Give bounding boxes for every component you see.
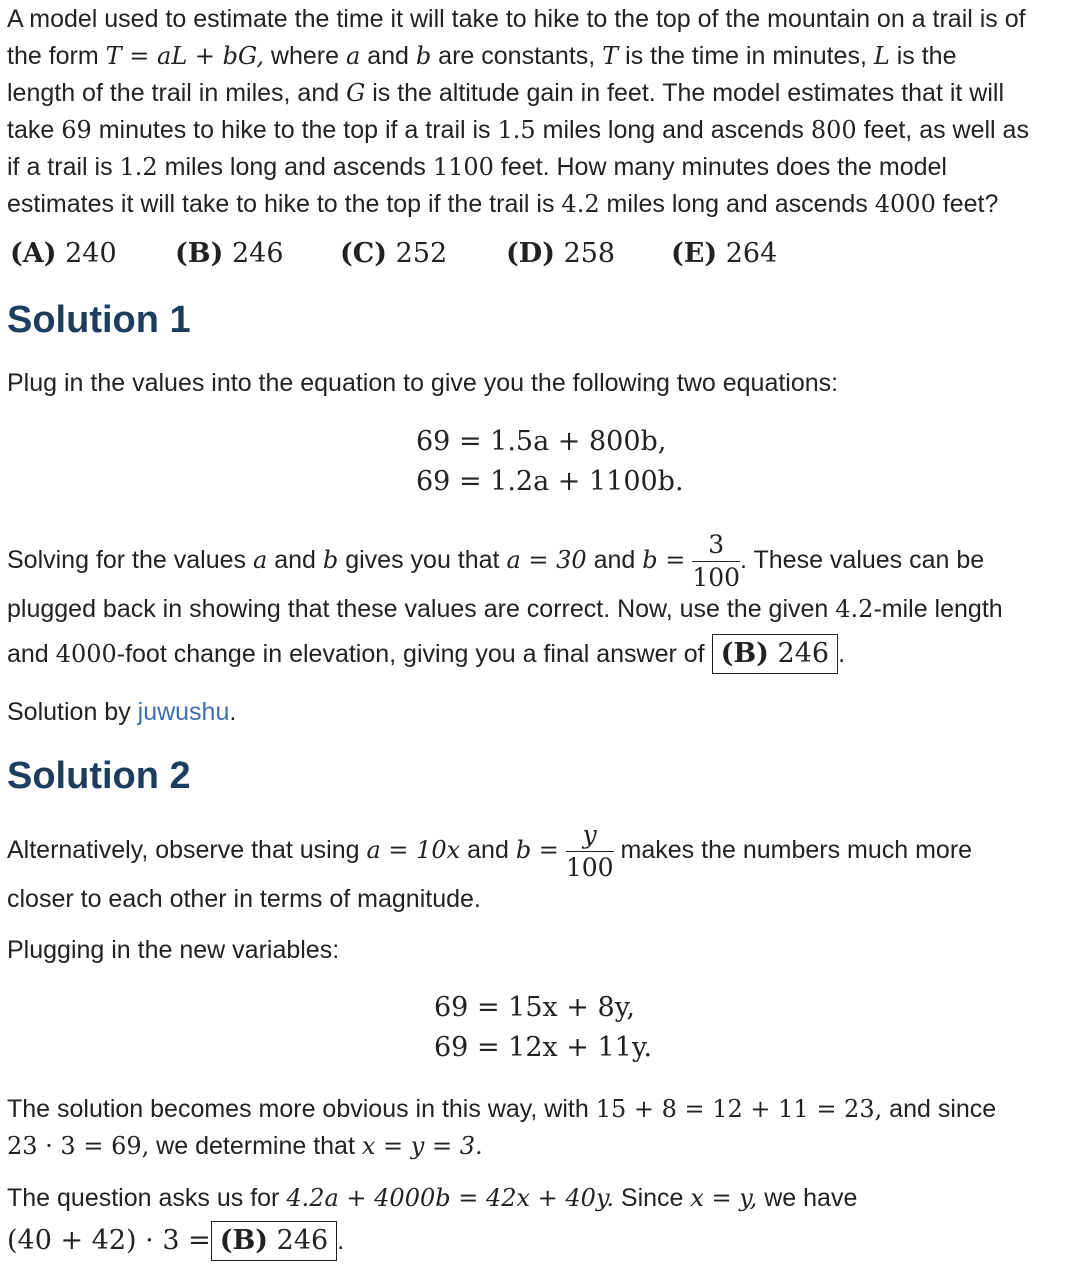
math-formula: a = 30 — [506, 546, 587, 574]
math-var: G — [346, 79, 366, 107]
solution-2-line-6 — [7, 1183, 857, 1213]
problem-text: is the altitude gain in feet. The model estimates that it will — [365, 79, 1005, 107]
problem-text: take — [7, 116, 62, 144]
credit-text: Solution by — [7, 698, 138, 726]
solution-2-heading: Solution 2 — [7, 755, 191, 797]
math-formula: x = y, — [690, 1184, 758, 1212]
solution-1-equation-1: 69 = 1.5a + 800b, — [416, 426, 667, 457]
solution-text: gives you that — [338, 546, 507, 574]
solution-text: -foot change in elevation, giving you a final answer of — [116, 640, 712, 668]
math-formula: a = 10x — [366, 836, 461, 864]
math-formula: (40 + 42) · 3 = — [7, 1225, 211, 1256]
solution-text: we determine that — [149, 1132, 362, 1160]
math-number: 4000 — [874, 190, 936, 218]
solution-text: and — [586, 546, 643, 574]
solution-2-equation-2: 69 = 12x + 11y. — [434, 1032, 653, 1063]
problem-text: length of the trail in miles, and — [7, 79, 347, 107]
problem-text: if a trail is — [7, 153, 120, 181]
problem-line-2 — [7, 41, 956, 71]
choice-c: (C) 252 — [340, 238, 448, 269]
solution-text: and since — [882, 1095, 997, 1123]
math-number: 1.2 — [119, 153, 158, 181]
problem-text: miles long and ascends — [157, 153, 433, 181]
solution-text: -mile length — [873, 595, 1003, 623]
fraction-y-over-100: $\frac{y}{100}$ — [565, 819, 614, 882]
math-number: 4.2 — [561, 190, 600, 218]
solution-1-line-1 — [7, 522, 984, 598]
math-formula: 15 + 8 = 12 + 11 = 23, — [595, 1095, 883, 1123]
problem-line-4 — [7, 115, 1029, 145]
choice-b: (B) 246 — [175, 238, 284, 269]
math-number: 1100 — [432, 153, 494, 181]
solution-2-line-3: Plugging in the new variables: — [7, 936, 340, 964]
problem-text: is the — [889, 42, 957, 70]
problem-text: the form — [7, 42, 106, 70]
author-link[interactable]: juwushu — [137, 698, 230, 726]
solution-text: . — [838, 640, 846, 668]
problem-text: is the time in minutes, — [618, 42, 874, 70]
problem-text: A model used to estimate the time it will take to hike to the top of the mountain on a trail is of — [7, 5, 1026, 33]
solution-1-heading: Solution 1 — [7, 299, 191, 341]
problem-text: feet. How many minutes does the model — [493, 153, 947, 181]
problem-text: where — [263, 42, 346, 70]
problem-line-3 — [7, 78, 1004, 108]
math-formula: b = — [515, 836, 559, 864]
math-number: 800 — [810, 116, 857, 144]
solution-2-line-5 — [7, 1131, 483, 1161]
solution-text: . — [337, 1227, 345, 1255]
solution-text: . These values can be — [740, 546, 985, 574]
solution-1-line-3 — [7, 632, 845, 676]
solution-text: The question asks us for — [7, 1184, 287, 1212]
solution-text: and — [460, 836, 516, 864]
solution-text: Solving for the values — [7, 546, 253, 574]
math-var: L — [873, 42, 890, 70]
solution-2-line-7 — [7, 1219, 344, 1263]
choice-d: (D) 258 — [506, 238, 616, 269]
solution-1-final-answer: (B) 246 — [712, 634, 839, 674]
problem-text: are constants, — [431, 42, 603, 70]
solution-text: makes the numbers much more — [613, 836, 973, 864]
solution-1-line-2 — [7, 594, 1003, 624]
math-var: a — [252, 546, 268, 574]
math-var: b — [415, 42, 432, 70]
solution-1-credit — [7, 697, 236, 727]
solution-text: Since — [613, 1184, 691, 1212]
problem-text: estimates it will take to hike to the top if the trail is — [7, 190, 562, 218]
math-number: 4000 — [55, 640, 117, 668]
problem-text: feet? — [935, 190, 999, 218]
solution-2-line-2: closer to each other in terms of magnitude. — [7, 885, 481, 913]
solution-text: The solution becomes more obvious in this way, with — [7, 1095, 596, 1123]
problem-text: miles long and ascends — [535, 116, 811, 144]
math-var: b — [322, 546, 339, 574]
solution-2-line-1 — [7, 812, 972, 888]
math-formula: 4.2a + 4000b = 42x + 40y. — [286, 1184, 614, 1212]
math-formula: x = y = 3. — [361, 1132, 483, 1160]
math-number: 1.5 — [497, 116, 536, 144]
problem-text: minutes to hike to the top if a trail is — [91, 116, 498, 144]
solution-text: we have — [757, 1184, 858, 1212]
math-formula: b = — [642, 546, 686, 574]
math-formula: 23 · 3 = 69, — [7, 1132, 150, 1160]
solution-text: and — [7, 640, 56, 668]
problem-line-5 — [7, 152, 947, 182]
solution-2-equation-1: 69 = 15x + 8y, — [434, 992, 635, 1023]
credit-text: . — [229, 698, 237, 726]
math-var: a — [345, 42, 361, 70]
solution-text: plugged back in showing that these values are correct. Now, use the given — [7, 595, 836, 623]
math-formula: T = aL + bG, — [105, 42, 264, 70]
math-var: T — [602, 42, 619, 70]
problem-text: feet, as well as — [856, 116, 1029, 144]
solution-2-line-4 — [7, 1094, 996, 1124]
math-number: 69 — [61, 116, 92, 144]
problem-line-1 — [7, 4, 1026, 34]
math-number: 4.2 — [835, 595, 874, 623]
solution-1-equation-2: 69 = 1.2a + 1100b. — [416, 466, 684, 497]
solution-1-intro: Plug in the values into the equation to give you the following two equations: — [7, 369, 839, 397]
problem-text: and — [360, 42, 416, 70]
problem-line-6 — [7, 189, 998, 219]
solution-text: Alternatively, observe that using — [7, 836, 367, 864]
choice-a: (A) 240 — [10, 238, 117, 269]
solution-2-final-answer: (B) 246 — [211, 1221, 338, 1261]
choice-e: (E) 264 — [671, 238, 778, 269]
fraction-3-over-100: $\frac{3}{100}$ — [692, 529, 741, 592]
solution-text: and — [267, 546, 323, 574]
problem-text: miles long and ascends — [599, 190, 875, 218]
